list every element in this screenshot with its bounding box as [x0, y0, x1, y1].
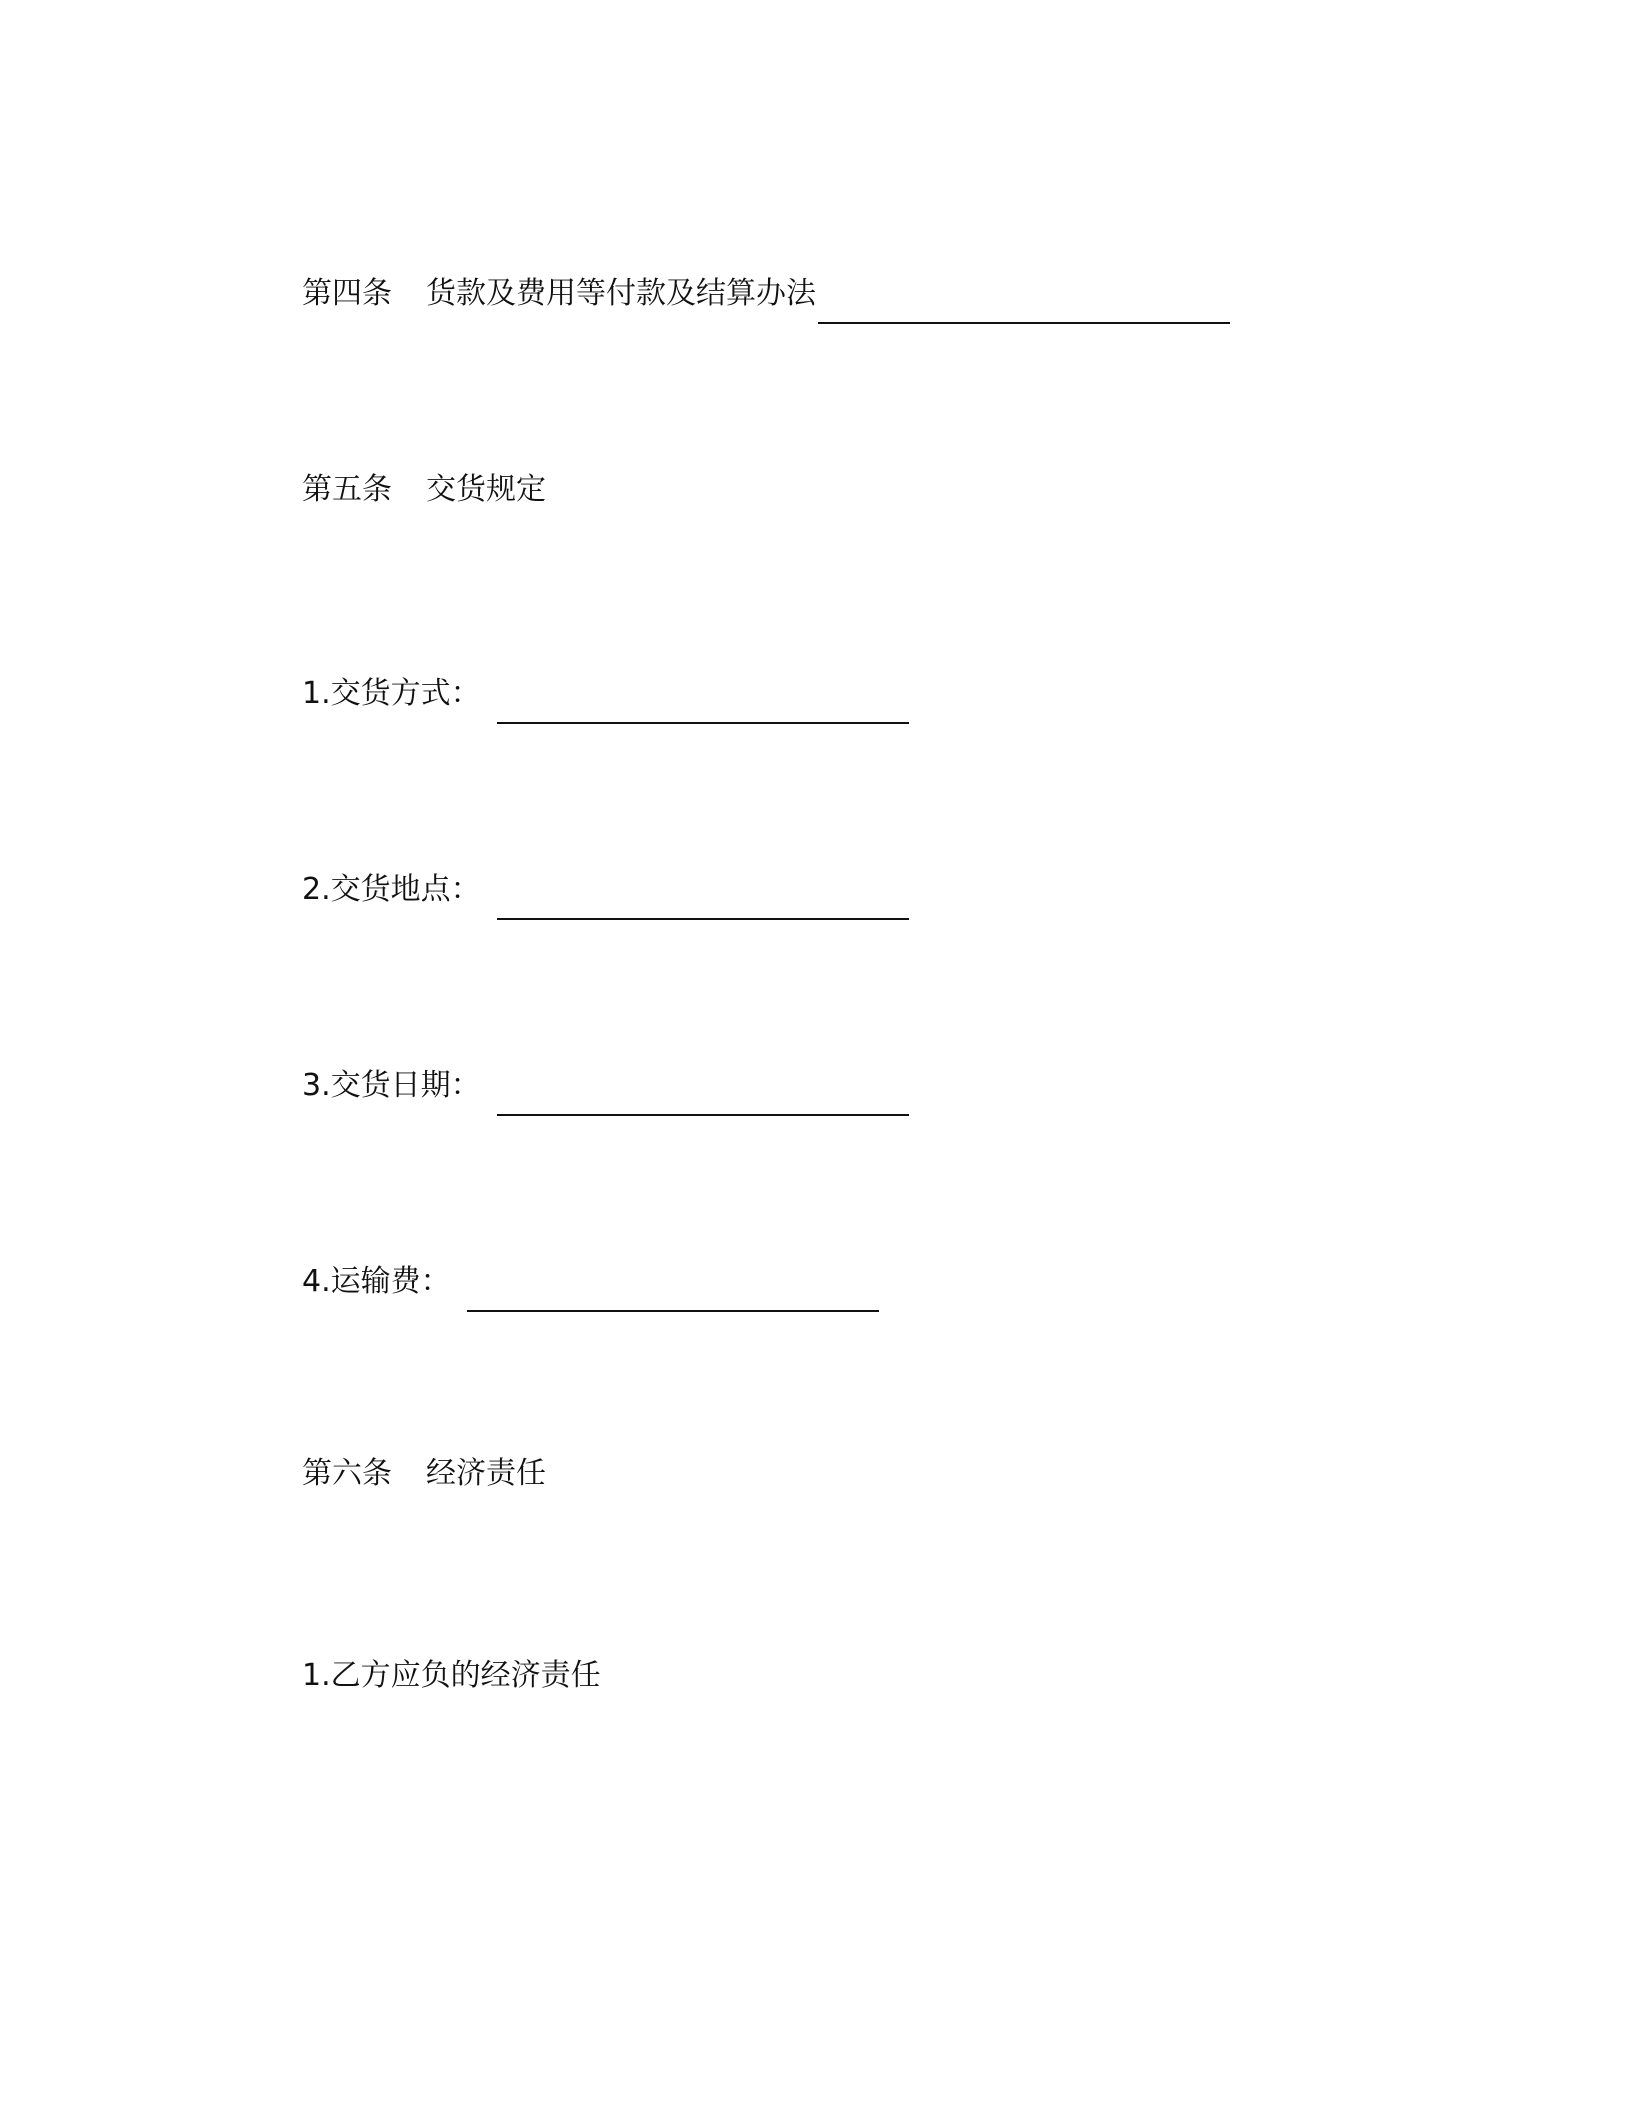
delivery-location-label: 2.交货地点： — [302, 872, 481, 907]
payment-method-blank[interactable] — [818, 286, 1230, 324]
delivery-date-line — [302, 1068, 909, 1104]
party-b-liability-line — [302, 1658, 601, 1694]
delivery-location-line — [302, 872, 909, 908]
article-5-heading — [302, 472, 546, 508]
article-5-title: 交货规定 — [426, 472, 546, 507]
delivery-date-label: 3.交货日期： — [302, 1068, 481, 1103]
article-4-heading — [302, 276, 1230, 312]
article-6-heading — [302, 1456, 546, 1492]
freight-label: 4.运输费： — [302, 1264, 451, 1299]
article-6-title: 经济责任 — [426, 1456, 546, 1491]
freight-blank[interactable] — [467, 1274, 879, 1312]
article-5-label: 第五条 — [302, 472, 392, 507]
delivery-date-blank[interactable] — [497, 1078, 909, 1116]
article-6-label: 第六条 — [302, 1456, 392, 1491]
freight-line — [302, 1264, 879, 1300]
article-4-title: 货款及费用等付款及结算办法 — [426, 276, 816, 311]
delivery-method-blank[interactable] — [497, 686, 909, 724]
delivery-method-label: 1.交货方式： — [302, 676, 481, 711]
party-b-liability-label: 1.乙方应负的经济责任 — [302, 1658, 601, 1693]
delivery-method-line — [302, 676, 909, 712]
delivery-location-blank[interactable] — [497, 882, 909, 920]
article-4-label: 第四条 — [302, 276, 392, 311]
